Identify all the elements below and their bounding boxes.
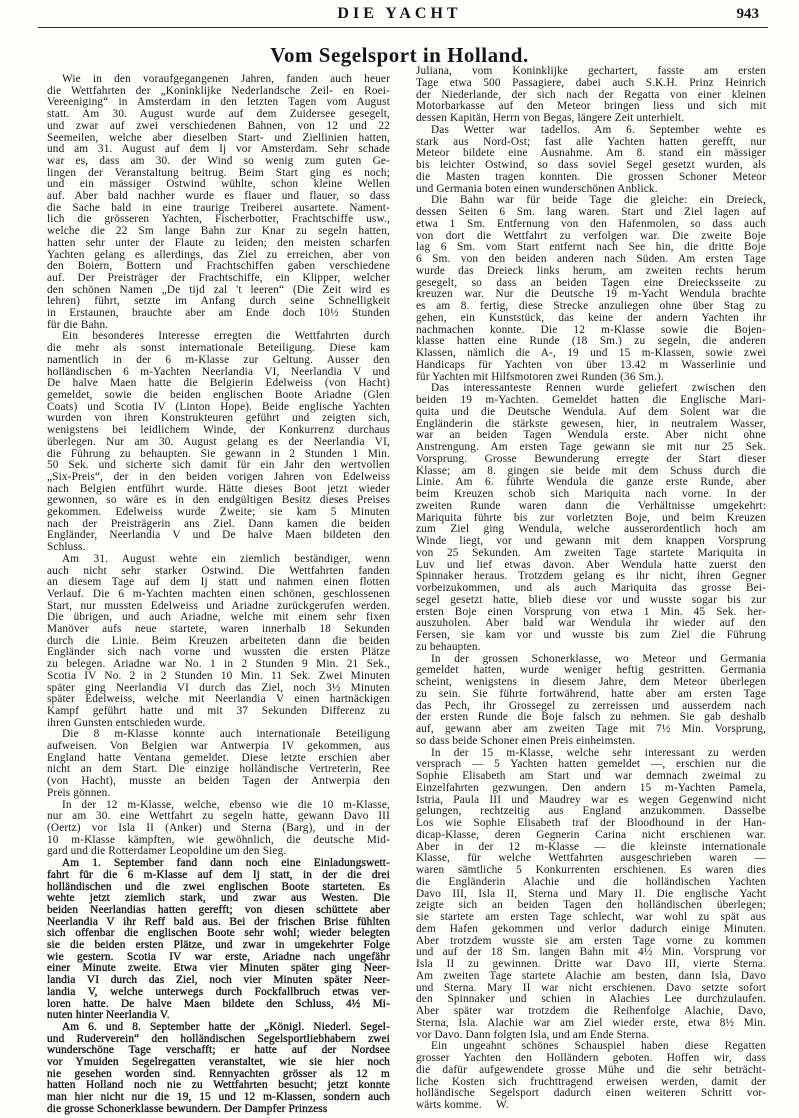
text-line: Juliana, vom Koninklijke gechartert, fasste am ersten (416, 65, 766, 77)
text-line: Spinnaker heraus. Trotzdem gelang es ihr nicht, ihren Gegner (416, 570, 766, 583)
text-line: (Oertz) vor Isla II (Anker) und Sterna (Barg), und in der (47, 822, 390, 834)
text-line: Sterna, Isla. Alachie war am Ziel wieder erste, etwa 8½ Min. (416, 1016, 766, 1029)
text-line: 10 m-Klasse kämpften, wie gewöhnlich, die deutsche Mid- (47, 833, 390, 846)
text-line: Ein besonderes Interesse erregten die Wettfahrten durch (62, 330, 390, 343)
text-line: man hier nicht nur die 19, 15 und 12 m-Klassen, sondern auch (47, 1091, 390, 1104)
text-line: bis leichter Ostwind, so dass soviel Segel gesetzt wurden, als (416, 159, 766, 171)
text-line: die Masten tragen konnten. Die grossen Schoner Meteor (416, 170, 766, 183)
paragraph (47, 858, 390, 1022)
text-line: und Sterna. Mary II war nicht erschienen. Davo setzte sofort (416, 981, 766, 994)
text-line: die Wettfahrten der „Koninklijke Nederlandsche Zeil- en Roei- (47, 84, 390, 97)
text-line: in Erstaunen, brauchte aber am Ende doch 10½ Stunden (47, 307, 390, 320)
text-line: Sophie Elisabeth am Start und war demnach zweimal zu (416, 770, 766, 782)
text-line: zu belegen. Ariadne war No. 1 in 2 Stunden 9 Min. 21 Sek., (47, 658, 390, 671)
text-line: 50 Sek. und sicherte sich damit für ein Jahr den wertvollen (47, 459, 390, 472)
text-line: Klassen, nämlich die A-, 19 und 15 m-Klassen, sowie zwei (416, 347, 766, 359)
text-line: den schönen Namen „De tijd zal 't leeren“ (Die Zeit wird es (47, 283, 390, 296)
paragraph (416, 1041, 766, 1112)
paragraph (47, 1022, 390, 1116)
text-line: hatten sehr unter der Flaute zu leiden; den meisten scharfen (47, 236, 390, 249)
text-line: Das interessanteste Rennen wurde geliefert zwischen den (431, 382, 766, 395)
text-line: die grosse Schonerklasse bewundern. Der Dampfer Prinzess (47, 1102, 328, 1115)
text-line: Klasse, für welche Wettfahrten ausgeschrieben waren — (416, 852, 766, 865)
text-line: zeigte sich an beiden Tagen den holländischen überlegen; (416, 899, 766, 912)
text-line: nur am 30. eine Wettfahrt zu segeln hatte, gewann Davo III (47, 810, 390, 823)
text-line: lehren) führt, setzte im Anfang durch seine Schnelligkeit (47, 295, 390, 308)
text-line: die Engländerin Alachie und die holländischen Yachten (416, 875, 766, 888)
text-line: In der 12 m-Klasse, welche, ebenso wie die 10 m-Klasse, (62, 798, 390, 811)
text-line: Linie. Am 6. führte Wendula die ganze erste Runde, aber (416, 476, 766, 489)
text-line: Vorsprung. Grosse Bewunderung erregte der Start dieser (416, 452, 766, 465)
text-line: Meteor bildete eine Ausnahme. Am 8. stand ein mässiger (416, 147, 766, 160)
text-line: dem Hafen gekommen und verlor dadurch einige Minuten. (416, 922, 766, 935)
text-line: der ersten Runde die Boje falsch zu nehmen. Sie gab deshalb (416, 711, 766, 724)
text-line: nuten hinter Neerlandia V. (47, 1009, 170, 1022)
text-line: sie startete am ersten Tage schlecht, war wohl zu spät aus (416, 911, 766, 923)
column-left (47, 74, 390, 1116)
text-line: versprach — 5 Yachten hatten gemeldet —, erschien nur die (416, 758, 766, 771)
text-line: hatten Holland noch nie zu Wettfahrten besucht; jetzt konnte (47, 1079, 390, 1092)
text-line: Manöver aufs neue startete, waren innerhalb 18 Sekunden (47, 623, 390, 636)
text-line: und Germania boten einen wunderschönen Anblick. (416, 182, 658, 195)
text-line: Aber trotzdem wusste sie am ersten Tage vorne zu kommen (416, 934, 766, 947)
text-line: die Sache bald in eine traurige Treiberei ausartete. Nament- (47, 201, 390, 214)
text-line: kreuzen war. Nur die Deutsche 19 m-Yacht Wendula brachte (416, 288, 766, 301)
text-line: statt. Am 30. August wurde auf dem Zuidersee gesegelt, (47, 108, 390, 121)
text-line: zum Ziel ging Wendula, welche ausserordentlich hoch am (416, 523, 766, 536)
text-line: In der 15 m-Klasse, welche sehr interessant zu werden (431, 746, 766, 759)
text-line: landia VI durch das Ziel, noch vier Minuten später Neer- (47, 974, 390, 987)
text-line: Seemeilen, welche aber dieselben Start- und Ziellinien hatten, (47, 131, 390, 144)
text-line: zu sein. Sie führte fortwährend, hatte aber am ersten Tage (416, 687, 766, 700)
text-line: In der grossen Schonerklasse, wo Meteor und Germania (431, 652, 766, 665)
text-line: Los wie Sophie Elisabeth traf der Bloodhound in der Han- (416, 817, 766, 829)
text-line: gehen, ein Kunststück, das keine der andern Yachten ihr (416, 311, 766, 324)
text-line: den Boiern, Bottern und Frachtschiffen gaben verschiedene (47, 260, 390, 273)
text-line: Istria, Paula III und Maudrey war es wegen Gegenwind nicht (416, 793, 766, 806)
text-line: ihren Gunsten entschieden wurde. (47, 716, 206, 729)
paragraph (416, 654, 766, 748)
text-line: Luv und lief etwas davon. Aber Wendula hatte zuerst den (416, 558, 766, 571)
text-line: Wie in den voraufgegangenen Jahren, fanden auch heuer (62, 73, 390, 85)
text-line: Am zweiten Tage startete Alachie am besten, dann Isla, Davo (416, 969, 766, 982)
text-line: wurden von ihren Konstrukteuren geführt und zeigten sich, (47, 412, 390, 425)
text-line: „Six-Preis“, der in den beiden vorigen Jahren von Edelweiss (47, 470, 390, 483)
text-line: Scotia IV No. 2 in 2 Stunden 10 Min. 11 Sek. Zwei Minuten (47, 669, 390, 682)
text-line: für die Bahn. (47, 318, 109, 331)
text-line: De halve Maen hatte die Belgierin Edelweiss (von Hacht) (47, 377, 390, 390)
text-line: Kampf geführt hatte und mit 37 Sekunden Differenz zu (47, 704, 390, 717)
text-line: quita und die Deutsche Wendula. Auf dem Solent war die (416, 405, 766, 418)
text-line: wurde das Dreieck links herum, am zweiten rechts herum (416, 264, 766, 277)
paragraph (416, 125, 766, 196)
paragraph (416, 748, 766, 1042)
text-line: auch nicht sehr starker Ostwind. Die Wettfahrten fanden (47, 564, 390, 577)
text-line: beim Kreuzen schob sich Mariquita nach vorne. In der (416, 488, 766, 500)
text-line: dicap-Klasse, deren Gegnerin Carina nicht erschienen war. (416, 828, 766, 841)
text-line: und Ruderverein“ den holländischen Segelsportliebhabern zwei (47, 1032, 390, 1045)
text-line: Aber später war trotzdem die Reihenfolge Alachie, Davo, (416, 1005, 766, 1017)
text-line: auszuholen. Aber bald war Wendula ihr wieder auf den (416, 617, 766, 630)
text-line: landia V, welche unterwegs durch Fockfallbruch etwas ver- (47, 985, 390, 998)
text-line: nicht an dem Start. Die einzige holländische Vertreterin, Ree (47, 763, 390, 776)
text-line: war es, dass am 30. der Wind so wenig zum guten Ge- (47, 154, 390, 167)
text-line: auf, gewann aber am zweiten Tage mit 7½ Min. Vorsprung, (416, 723, 766, 735)
text-line: Das Wetter war tadellos. Am 6. September wehte es (431, 123, 766, 136)
running-title: DIE YACHT (337, 5, 462, 22)
text-line: lingen der Veranstaltung beitrug. Beim Start ging es noch; (47, 166, 390, 179)
text-line: nie gesehen worden sind. Rennyachten grösser als 12 m (47, 1067, 390, 1080)
text-line: gesegelt, so dass an beiden Tagen eine Dreiecksseite zu (416, 276, 766, 289)
text-line: Aber in der 12 m-Klasse — die kleinste internationale (416, 840, 766, 853)
text-line: zweiten Runde waren dann die Verhältnisse umgekehrt: (416, 499, 766, 512)
text-line: Die 8 m-Klasse konnte auch internationale Beteiligung (62, 728, 390, 741)
paragraph (416, 66, 766, 125)
text-line: loren hatte. De halve Maen bildete den Schluss, 4½ Mi- (47, 997, 390, 1010)
text-line: wehte jetzt ziemlich stark, und zwar aus Westen. Die (47, 892, 390, 905)
text-line: Am 1. September fand dann noch eine Einladungswett- (62, 857, 390, 870)
text-line: welche die 22 Sm lange Bahn zur Knar zu segeln hatten, (47, 225, 390, 238)
text-line: und auf der 18 Sm. langen Bahn mit 4½ Min. Vorsprung vor (416, 946, 766, 959)
text-line: klasse hatten eine Runde (18 Sm.) zu segeln, die anderen (416, 335, 766, 348)
text-line: wärts komme. (416, 1099, 482, 1111)
text-line: segel gesetzt hatte, blieb diese vor und wusste sogar bis zur (416, 593, 766, 606)
column-right (416, 66, 766, 1112)
text-line: die mehr als sonst internationale Beteiligung. Diese kam (47, 342, 390, 355)
text-line: und am 31. August auf dem Ij vor Amsterdam. Sehr schade (47, 143, 390, 156)
text-line: einer Minute zweite. Etwa vier Minuten später ging Neer- (47, 962, 390, 975)
text-line: gelungen, rechtzeitig aus England anzukommen. Dasselbe (416, 805, 766, 818)
text-line: ersten Boje einen Vorsprung von etwa 1 Min. 45 Sek. her- (416, 605, 766, 618)
text-line: die Führung zu behaupten. Sie gewann in 2 Stunden 1 Min. (47, 447, 390, 460)
text-line: Am 31. August wehte ein ziemlich beständiger, wenn (62, 552, 390, 565)
text-line: stark aus Nord-Ost; fast alle Yachten hatten gerefft, nur (416, 135, 766, 148)
text-line: holländische Segelsport dadurch einen weiteren Schritt vor- (416, 1087, 766, 1100)
paragraph (47, 800, 390, 859)
text-line: holländischen und die zwei englischen Boote starteten. Es (47, 880, 390, 893)
text-line: vorbeizukommen, und als auch Mariquita das grosse Bei- (416, 582, 766, 594)
text-line: Engländerin die stärkste gewesen, hier, in neutralem Wasser, (416, 417, 766, 430)
text-line: Neerlandia V ihr Reff bald aus. Bei der frischen Brise fühlten (47, 915, 390, 928)
text-line: zu behaupten. (416, 640, 481, 653)
text-line: holländischen 6 m-Yachten Neerlandia VI, Neerlandia V und (47, 365, 390, 378)
text-line: fahrt für die 6 m-Klasse auf dem Ij statt, in der die drei (47, 868, 390, 881)
text-line: scheint, wenigstens in diesem Jahre, dem Meteor überlegen (416, 676, 766, 688)
paragraph (47, 729, 390, 799)
text-line: Klasse; am 8. gingen sie beide mit dem Schuss durch die (416, 464, 766, 477)
text-line: der Niederlande, der sich nach der Regatta von einer kleinen (416, 88, 766, 101)
text-line: gard und die Rotterdamer Leopoldine um den Sieg. (47, 845, 287, 858)
text-line: Tage etwa 500 Passagiere, dabei auch S.K.H. Prinz Heinrich (416, 76, 766, 89)
text-line: gewonnen, so wäre es in den endgültigen Besitz dieses Preises (47, 494, 390, 507)
text-line: Ein ungeahnt schönes Schauspiel haben diese Regatten (431, 1040, 766, 1053)
text-line: Winde liegt, vor und gewann mit dem knappen Vorsprung (416, 535, 766, 547)
paragraph (47, 554, 390, 730)
text-line: Start, nur mussten Edelweiss und Ariadne zurückgerufen werden. (47, 599, 390, 612)
text-line: und ein mässiger Ostwind wühlte, schon kleine Wellen (47, 178, 390, 191)
author-signature: W. (496, 1099, 509, 1111)
text-line: durch die Linie. Beim Kreuzen arbeiteten dann die beiden (47, 634, 390, 647)
text-line: 6 Sm. von den beiden anderen nach Süden. Am ersten Tage (416, 253, 766, 265)
text-line: Anstrengung. Am ersten Tage gewann sie mit nur 25 Sek. (416, 441, 766, 453)
text-line: Isla II zu gewinnen. Dritte war Davo III, vierte Sterna. (416, 958, 766, 970)
page-number: 943 (736, 6, 759, 22)
text-line: Engländer, Neerlandia V und De halve Maen bildeten den (47, 529, 390, 542)
text-line: den Spinnaker und schien in Alachies Lee durchzulaufen. (416, 993, 766, 1006)
text-line: (von Hacht), musste an beiden Tagen der Antwerpia den (47, 775, 390, 788)
text-line: lich die grösseren Yachten, Fischerbotter, Frachtschiffe usw., (47, 213, 390, 226)
text-line: von dort die Wettfahrt zu verfolgen war. Die zweite Boje (416, 229, 766, 242)
text-line: so dass beide Schoner einen Preis einheimsten. (416, 734, 636, 747)
paragraph (416, 383, 766, 653)
paragraph (47, 331, 390, 553)
text-line: namentlich in der 6 m-Klasse zur Geltung. Ausser den (47, 353, 390, 366)
text-line: gekommen. Edelweiss wurde Zweite; sie kam 5 Minuten (47, 506, 390, 519)
text-line: überlegen. Nur am 30. August gelang es der Neerlandia VI, (47, 435, 390, 448)
text-line: wenigstens bei leidlichem Winde, der Konkurrenz durchaus (47, 424, 390, 437)
text-line: beiden 19 m-Yachten. Gemeldet hatten die Englische Mari- (416, 394, 766, 406)
header-rule (38, 27, 768, 28)
text-line: vor Ymuiden Segelregatten veranstaltet, wie sie hier noch (47, 1056, 390, 1069)
text-line: Einzelfahrten gezwungen. Den andern 15 m-Yachten Pamela, (416, 781, 766, 794)
text-line: beiden Neerlandias hatten gerefft; von diesen schüttete aber (47, 903, 390, 916)
text-line: nachmachen konnte. Die 12 m-Klasse sowie die Bojen- (416, 323, 766, 336)
text-line: Motorbarkasse auf den Meteor bringen liess und sich mit (416, 100, 766, 113)
text-line: es am 8. fertig, diese Strecke anzuliegen ohne über Stag zu (416, 300, 766, 312)
text-line: an diesem Tage auf dem Ij statt und nahmen einen flotten (47, 576, 390, 589)
paragraph (416, 195, 766, 383)
text-line: vor Davo. Dann folgten Isla, und am Ende Sterna. (416, 1028, 650, 1041)
text-line: die dafür aufgewendete grosse Mühe und die sehr beträcht- (416, 1063, 766, 1076)
text-line: später ging Neerlandia VI durch das Ziel, noch 3½ Minuten (47, 681, 390, 694)
text-line: sie die beiden ersten Plätze, und zwar in umgekehrter Folge (47, 939, 390, 952)
text-line: Fersen, sie kam vor und wusste bis zum Ziel die Führung (416, 629, 766, 641)
text-line: gemeldet, sowie die beiden englischen Boote Ariadne (Glen (47, 388, 390, 401)
text-line: wunderschöne Tage verschafft; er hatte auf der Nordsee (47, 1044, 390, 1057)
text-line: und zwar auf zwei verschiedenen Bahnen, von 12 und 22 (47, 119, 390, 132)
text-line: wie gestern. Scotia IV war erste, Ariadne nach ungefähr (47, 950, 390, 963)
text-line: waren sämtliche 5 Konkurrenten erschienen. Es waren dies (416, 864, 766, 876)
text-line: Schluss. (47, 541, 86, 554)
text-line: gemeldet hatten, wurde weniger heftig gestritten. Germania (416, 664, 766, 677)
text-line: Die Bahn war für beide Tage die gleiche: ein Dreieck, (431, 194, 766, 207)
paragraph (47, 74, 390, 331)
text-line: Mariquita führte bis zur vorletzten Boje, und beim Kreuzen (416, 511, 766, 524)
text-line: Coats) und Scotia IV (Linton Hope). Beide englische Yachten (47, 400, 390, 413)
text-line: sich offenbar die englischen Boote sehr wohl; wieder belegten (47, 927, 390, 940)
text-line: Yachten gelang es allerdings, das Ziel zu erreichen, aber von (47, 248, 390, 261)
text-line: Am 6. und 8. September hatte der „Königl. Niederl. Segel- (62, 1020, 390, 1033)
text-line: Vereeniging“ in Amsterdam in den letzten Tagen vom August (47, 96, 390, 109)
text-line: für Yachten mit Hilfsmotoren zwei Runden (36 Sm.). (416, 370, 664, 383)
text-line: England hatte Ventana gemeldet. Diese letzte erschien aber (47, 751, 390, 764)
text-line: Verlauf. Die 6 m-Yachten machten einen schönen, geschlossenen (47, 587, 390, 600)
text-line: grosser Yachten den Holländern geboten. Hoffen wir, dass (416, 1052, 766, 1064)
article-title: Vom Segelsport in Holland. (270, 43, 529, 67)
text-line: später Edelweiss, welche mit Neerlandia V einen hartnäckigen (47, 693, 390, 706)
text-line: aufweisen. Von Belgien war Antwerpia IV gekommen, aus (47, 740, 390, 753)
text-line: Engländer sich nach vorne und wussten die ersten Plätze (47, 646, 390, 659)
text-line: das Pech, ihr Grossegel zu zerreissen und ausserdem nach (416, 699, 766, 712)
text-line: liche Kosten sich fruchttragend erweisen werden, damit der (416, 1075, 766, 1088)
text-line: lag 6 Sm. vom Start entfernt nach See hin, die dritte Boje (416, 241, 766, 254)
text-line: Preis gönnen. (47, 786, 111, 799)
text-line: dessen Seiten 6 Sm. lang waren. Start und Ziel lagen auf (416, 206, 766, 218)
text-line: von 25 Sekunden. Am zweiten Tage startete Mariquita in (416, 546, 766, 559)
text-line: nach der Preisträgerin ans Ziel. Dann kamen die beiden (47, 517, 390, 530)
text-line: auf. Aber bald nachher wurde es flauer und flauer, so dass (47, 190, 390, 203)
text-line: etwa 1 Sm. Entfernung von den Hafenmolen, so dass auch (416, 217, 766, 230)
text-line: nach Belgien entführt wurde. Hätte dieses Boot jetzt wieder (47, 482, 390, 495)
text-line: dessen Kapitän, Herrn von Begas, längere Zeit unterhielt. (416, 112, 685, 124)
text-line: Handicaps für Yachten von über 13.42 m Wasserlinie und (416, 358, 766, 371)
text-line: war an beiden Tagen Wendula erste. Aber nicht ohne (416, 429, 766, 442)
text-line: Die übrigen, und auch Ariadne, welche mit einem sehr fixen (47, 611, 390, 624)
text-line: auf. Der Preisträger der Frachtschiffe, ein Klipper, welcher (47, 271, 390, 284)
text-line: Davo III, Isla II, Sterna und Mary II. Die englische Yacht (416, 887, 766, 900)
